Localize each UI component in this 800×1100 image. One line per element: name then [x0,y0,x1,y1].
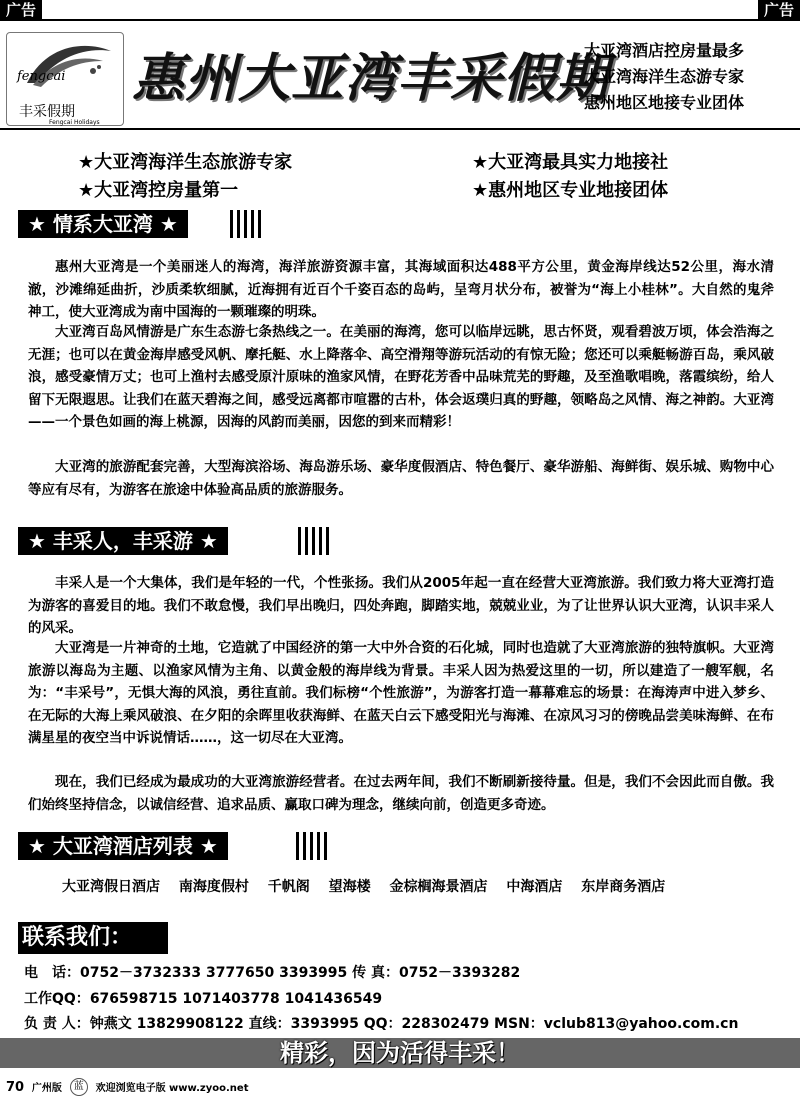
paragraph: 丰采人是一个大集体，我们是年轻的一代，个性张扬。我们从2005年起一直在经营大亚湾旅游。我们致力将大亚湾打造为游客的喜爱目的地。我们不敢怠慢，我们早出晚归，四处奔跑，脚踏实地，兢兢业业，为了让世界认识大亚湾，认识丰采人的风采。 [28,575,774,636]
section-title-qingxi [18,210,188,238]
paragraph: 现在，我们已经成为最成功的大亚湾旅游经营者。在过去两年间，我们不断刷新接待量。但是，我们不会因此而自傲。我们始终坚持信念，以诚信经营、追求品质、赢取口碑为理念，继续向前，创造更多奇迹。 [28,774,774,813]
logo-leaf-icon [7,33,123,93]
header-tagline: 大亚湾海洋生态游专家 [584,67,745,86]
feature-item: ★大亚湾最具实力地接社 [472,152,669,173]
qq-value: 676598715 1071403778 1041436549 [89,991,383,1007]
hotel-item: 东岸商务酒店 [581,879,666,895]
fax-value: 0752－3393282 [399,965,521,981]
person-label: 负 责 人： [24,1016,90,1032]
contact-person-line [24,1013,738,1033]
hotel-item: 大亚湾假日酒店 [62,879,160,895]
section-title-hotels [18,832,228,860]
fax-label: 传 真： [352,965,400,981]
edition-badge: 蓝 [70,1078,88,1096]
hotel-item: 中海酒店 [506,879,563,895]
person-value: 钟燕文 13829908122 直线：3393995 QQ：228302479 MSN：vclub813@yahoo.com.cn [89,1016,739,1032]
page-footer [6,1078,253,1098]
section-title-text: ★ 丰采人，丰采游 ★ [28,529,218,553]
ad-tag-left: 广告 [0,0,42,20]
paragraph: 大亚湾的旅游配套完善，大型海滨浴场、海岛游乐场、豪华度假酒店、特色餐厅、豪华游船、海鲜街、娱乐城、购物中心等应有尽有，为游客在旅途中体验高品质的旅游服务。 [28,459,774,498]
footer-note: 欢迎浏览电子版 www.zyoo.net [95,1082,249,1094]
hotel-item: 南海度假村 [178,879,249,895]
paragraph: 惠州大亚湾是一个美丽迷人的海湾，海洋旅游资源丰富，其海域面积达488平方公里，黄金海岸线达52公里，海水清澈，沙滩绵延曲折，沙质柔软细腻，近海拥有近百个千姿百态的岛屿，呈弯月状分布，被誉为“海上小桂林”。大自然的鬼斧神工，使大亚湾成为南中国海的一颗璀璨的明珠。 [28,259,774,320]
logo-en-text: fengcai [17,69,66,84]
header-taglines [584,38,796,116]
phone-value: 0752－3732333 3777650 3393995 [80,965,348,981]
slogan-text: 精彩，因为活得丰采！ [280,1039,520,1067]
section-title-text: ★ 大亚湾酒店列表 ★ [28,834,218,858]
hotel-item: 望海楼 [328,879,371,895]
feature-item: ★大亚湾控房量第一 [78,180,239,201]
header [0,22,800,130]
paragraph: 大亚湾百岛风情游是广东生态游七条热线之一。在美丽的海湾，您可以临岸远眺，思古怀贤，观看碧波万顷，体会浩海之无涯；也可以在黄金海岸感受风帆、摩托艇、水上降落伞、高空滑翔等游玩活动的有惊无险；您还可以乘艇畅游百岛，乘风破浪，感受豪情万丈；也可上渔村去感受原汁原味的渔家风情，在野花芳香中品味荒芜的野趣，及至渔歌唱晚，落霞缤纷，给人留下无限遐思。让我们在蓝天碧海之间，感受远离都市喧嚣的古朴，体会返璞归真的野趣，领略岛之风情、海之神韵。大亚湾——一个景色如画的海上桃源，因海的风韵而美丽，因您的到来而精彩！ [28,324,774,430]
section-title-fengcai [18,527,228,555]
logo [6,32,124,126]
brand-title: 惠州大亚湾丰采假期 [132,49,610,109]
hotel-item: 金棕榈海景酒店 [389,879,488,895]
qq-label: 工作QQ： [24,991,90,1007]
phone-label: 电 话： [24,965,80,981]
logo-cn-text: 丰采假期 [19,104,75,120]
contact-phone-line [24,962,520,982]
paragraph: 大亚湾是一片神奇的土地，它造就了中国经济的第一大中外合资的石化城，同时也造就了大亚湾旅游的独特旗帜。大亚湾旅游以海岛为主题、以渔家风情为主角、以黄金般的海岸线为背景。丰采人因为热爱这里的一切，所以建造了一艘军舰，名为：“丰采号”，无惧大海的风浪，勇往直前。我们标榜“个性旅游”，为游客打造一幕幕难忘的场景：在海涛声中进入梦乡、在无际的大海上乘风破浪、在夕阳的余晖里收获海鲜、在蓝天白云下感受阳光与海滩、在凉风习习的傍晚品尝美味海鲜、在布满星星的夜空当中诉说情话……，这一切尽在大亚湾。 [28,640,774,746]
section-title-text: ★ 情系大亚湾 ★ [28,212,178,236]
feature-item: ★大亚湾海洋生态旅游专家 [78,152,293,173]
hotel-list [62,876,679,896]
top-rule [0,19,800,21]
contact-title: 联系我们： [18,922,168,954]
logo-sub-text: Fengcai Holidays [49,119,100,126]
header-tagline: 惠州地区地接专业团体 [584,93,745,112]
page-number: 70 [6,1079,25,1095]
hotel-item: 千帆阁 [267,879,310,895]
slogan-bar [0,1038,800,1068]
contact-qq-line [24,988,382,1008]
ad-tag-right: 广告 [758,0,800,20]
edition-label: 广州版 [31,1082,62,1094]
feature-item: ★惠州地区专业地接团体 [472,180,669,201]
header-tagline: 大亚湾酒店控房量最多 [584,41,745,60]
